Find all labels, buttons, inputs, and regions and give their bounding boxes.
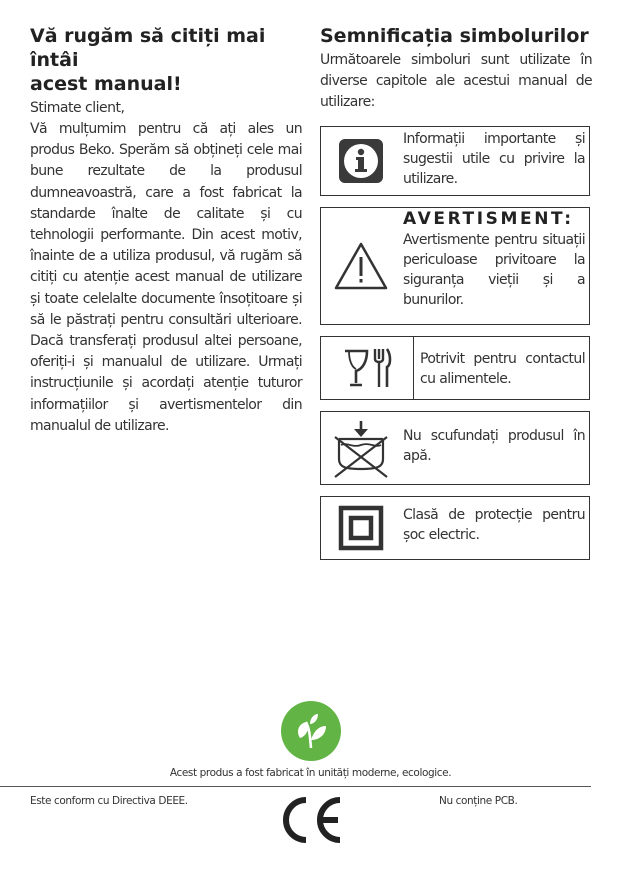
- symbol-food-box: [320, 336, 590, 400]
- no-immerse-icon: [321, 412, 401, 484]
- title-line-1: Vă rugăm să citiți mai întâi: [30, 25, 266, 71]
- symbol-protection-box: [320, 496, 590, 560]
- symbol-info-box: [320, 126, 590, 196]
- symbols-intro: Următoarele simboluri sunt utilizate în diverse capitole ale acestui manual de utilizare:: [320, 52, 592, 111]
- weee-compliance: Este conform cu Directiva DEEE.: [30, 795, 188, 807]
- warning-icon: [321, 208, 401, 324]
- warning-text: Avertismente pentru situații periculoase privitoare la siguranța vieții și a bunurilor.: [403, 231, 585, 308]
- eco-leaf-icon: [280, 700, 342, 762]
- symbols-title: Semnificația simbolurilor: [320, 25, 589, 47]
- food-contact-icon: [321, 337, 414, 399]
- page-title: [30, 24, 302, 96]
- footer-divider: [0, 786, 591, 787]
- info-icon: [321, 127, 401, 195]
- ce-mark-icon: [276, 794, 346, 851]
- eco-caption: Acest produs a fost fabricat în unități moderne, ecologice.: [169, 767, 452, 779]
- warning-title: AVERTISMENT:: [403, 208, 574, 229]
- intro-paragraph: Vă mulțumim pentru că ați ales un produs Beko. Sperăm să obțineți cele mai bune rezultate de la produsul dumneavoastră, care a fost fabricat la standarde înalte de calitate și cu tehnologii performante. Din acest motiv, înainte de a utiliza produsul, vă rugăm să citiți cu atenție acest manual de utilizare și toate celelalte documente însoțitoare și să le păstrați pentru consultări ulterioare. Dacă transferați produsul altei persoane, oferiți-i și manualul de utilizare. Urmați instrucțiunile și acordați atenție tuturor informațiilor și avertismentelor din manualul de utilizare.: [30, 121, 302, 434]
- symbol-no-immerse-box: [320, 411, 590, 485]
- no-immerse-text: Nu scufundați produsul în apă.: [403, 427, 585, 464]
- greeting: Stimate client,: [30, 100, 125, 116]
- info-text: Informații importante și sugestii utile cu privire la utilizare.: [403, 130, 585, 187]
- eco-logo-wrap: [0, 700, 621, 767]
- protection-class-text: Clasă de protecție pentru șoc electric.: [403, 506, 585, 543]
- pcb-statement: Nu conține PCB.: [439, 795, 518, 807]
- protection-class-icon: [321, 497, 401, 559]
- title-line-2: acest manual!: [30, 73, 182, 95]
- left-column: [30, 24, 302, 437]
- food-contact-text: Potrivit pentru contactul cu alimentele.: [420, 350, 585, 387]
- symbol-warning-box: [320, 207, 590, 325]
- right-column: [320, 24, 592, 571]
